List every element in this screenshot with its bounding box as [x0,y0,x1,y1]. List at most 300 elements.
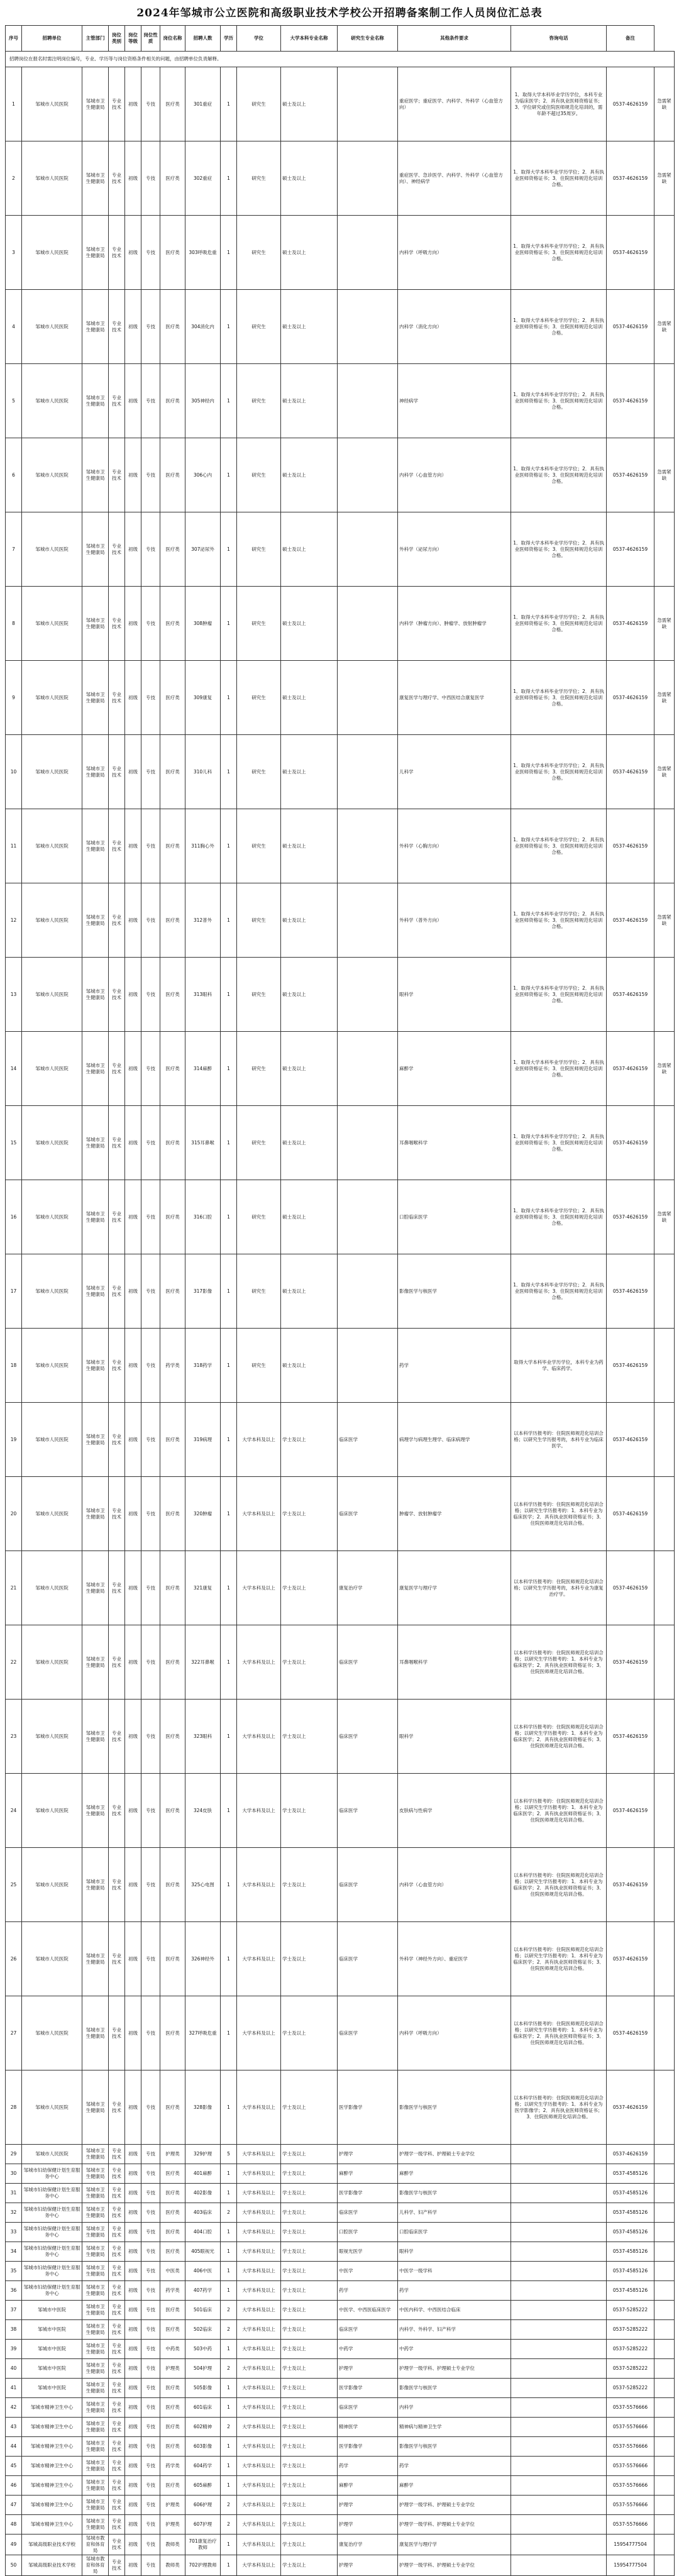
cell-education: 研究生 [237,587,281,661]
cell-degree: 硕士及以上 [281,512,338,587]
cell-education: 大学本科及以上 [237,1551,281,1625]
cell-unit: 邹城市人民医院 [22,1848,82,1922]
cell-remarks [654,1551,675,1625]
cell-phone: 15954777504 [607,2555,654,2576]
cell-level: 初级 [125,438,141,512]
cell-count: 1 [221,2457,237,2476]
cell-dept: 邹城市卫生健康局 [82,2301,109,2320]
cell-category: 专业技术 [109,1477,125,1551]
cell-nature: 专技 [141,2184,160,2203]
table-body [6,52,675,2576]
cell-position: 315耳鼻喉 [185,1106,221,1180]
cell-unit: 邹城市人民医院 [22,438,82,512]
cell-phone: 0537-4626159 [607,2070,654,2145]
cell-remarks [654,2496,675,2515]
cell-count: 1 [221,1848,237,1922]
cell-requirements: 以本科学历报考的：住院医师规范化培训合格；以研究生学历报考的：1．本科专业为临床医学；2．具有执业医师资格证书；3．住院医师规范化培训合格。 [511,1774,607,1848]
cell-undergrad-major: 康复治疗学 [338,2535,398,2555]
cell-category: 专业技术 [109,2496,125,2515]
cell-degree: 学士及以上 [281,1996,338,2070]
cell-dept: 邹城市卫生健康局 [82,1254,109,1329]
cell-category: 专业技术 [109,1996,125,2070]
cell-phone: 0537-4626159 [607,883,654,958]
cell-unit: 邹城市中医院 [22,2379,82,2398]
cell-requirements: 取得大学本科毕业学历学位，本科专业为药学、临床药学。 [511,1329,607,1403]
cell-education: 大学本科及以上 [237,2515,281,2535]
cell-phone: 0537-4626159 [607,512,654,587]
header-type: 岗位名称 [160,26,185,52]
cell-level: 初级 [125,2398,141,2418]
cell-unit: 邹城市人民医院 [22,1551,82,1625]
cell-degree: 学士及以上 [281,2184,338,2203]
cell-nature: 专技 [141,1403,160,1477]
cell-phone: 0537-5576666 [607,2457,654,2476]
cell-level: 初级 [125,290,141,364]
cell-remarks: 急需紧缺 [654,1180,675,1254]
cell-grad-major: 病理学与病理生理学、临床病理学 [398,1403,511,1477]
cell-position: 504护理 [185,2359,221,2379]
cell-nature: 专技 [141,2437,160,2457]
cell-degree: 学士及以上 [281,1551,338,1625]
cell-phone: 0537-4585126 [607,2203,654,2223]
cell-type: 医疗类 [160,1996,185,2070]
cell-degree: 学士及以上 [281,1403,338,1477]
cell-unit: 邹城市人民医院 [22,216,82,290]
cell-requirements [511,2535,607,2555]
table-row [6,2262,675,2281]
cell-dept: 邹城市卫生健康局 [82,67,109,141]
cell-undergrad-major [338,67,398,141]
cell-type: 医疗类 [160,438,185,512]
header-position: 招聘人数 [185,26,221,52]
cell-position: 326神经外 [185,1922,221,1996]
notice-text: 招聘岗位在报名时需注明岗位编号，专业、学历等与岗位资格条件相关的问题，由招聘单位负责解释。 [6,52,675,67]
cell-education: 大学本科及以上 [237,1625,281,1700]
cell-position: 604药学 [185,2457,221,2476]
cell-category: 专业技术 [109,1254,125,1329]
cell-count: 1 [221,587,237,661]
cell-requirements [511,2242,607,2262]
cell-phone: 0537-4626159 [607,2145,654,2164]
cell-undergrad-major: 临床医学 [338,1625,398,1700]
cell-grad-major: 中医内科学、中西医结合临床 [398,2301,511,2320]
cell-category: 专业技术 [109,216,125,290]
cell-level: 初级 [125,141,141,216]
cell-category: 专业技术 [109,1403,125,1477]
cell-count: 1 [221,735,237,809]
cell-nature: 专技 [141,1551,160,1625]
cell-unit: 邹城市中医院 [22,2340,82,2359]
cell-dept: 邹城市卫生健康局 [82,2164,109,2184]
cell-phone: 0537-4626159 [607,1403,654,1477]
cell-requirements [511,2398,607,2418]
cell-unit: 邹城市中医院 [22,2359,82,2379]
cell-undergrad-major: 医学影像学 [338,2184,398,2203]
cell-type: 医疗类 [160,512,185,587]
cell-undergrad-major: 中药学 [338,2340,398,2359]
cell-position: 312普外 [185,883,221,958]
cell-level: 初级 [125,883,141,958]
cell-undergrad-major [338,587,398,661]
cell-grad-major: 儿科学 [398,735,511,809]
cell-requirements: 1．取得大学本科毕业学历学位；2．具有执业医师资格证书；3．住院医师规范化培训合格。 [511,141,607,216]
cell-remarks: 急需紧缺 [654,141,675,216]
positions-table [5,25,675,2576]
cell-type: 中医类 [160,2262,185,2281]
cell-dept: 邹城市卫生健康局 [82,2223,109,2242]
cell-dept: 邹城市卫生健康局 [82,2262,109,2281]
cell-level: 初级 [125,2262,141,2281]
cell-education: 大学本科及以上 [237,1996,281,2070]
cell-type: 医疗类 [160,2437,185,2457]
header-seq: 序号 [6,26,22,52]
cell-undergrad-major: 康复治疗学 [338,1551,398,1625]
cell-category: 专业技术 [109,2379,125,2398]
table-row [6,141,675,216]
cell-seq: 13 [6,958,22,1032]
header-phone: 备注 [607,26,654,52]
cell-undergrad-major: 临床医学 [338,1996,398,2070]
cell-requirements [511,2437,607,2457]
cell-phone: 0537-4626159 [607,1032,654,1106]
cell-degree: 硕士及以上 [281,661,338,735]
cell-count: 1 [221,1774,237,1848]
cell-dept: 邹城市卫生健康局 [82,2184,109,2203]
cell-education: 研究生 [237,290,281,364]
table-row [6,216,675,290]
cell-phone: 0537-5576666 [607,2437,654,2457]
cell-phone: 0537-4626159 [607,1551,654,1625]
cell-education: 大学本科及以上 [237,1848,281,1922]
cell-degree: 学士及以上 [281,2281,338,2301]
cell-position: 605麻醉 [185,2476,221,2496]
cell-undergrad-major: 临床医学 [338,2398,398,2418]
cell-phone: 0537-4626159 [607,67,654,141]
cell-education: 大学本科及以上 [237,2476,281,2496]
cell-grad-major: 外科学（心胸方向） [398,809,511,883]
cell-grad-major: 眼科学 [398,2242,511,2262]
cell-requirements: 以本科学历报考的：住院医师规范化培训合格；以研究生学历报考的：1．本科专业为临床医学；2．具有执业医师资格证书；3．住院医师规范化培训合格。 [511,1477,607,1551]
cell-dept: 邹城市卫生健康局 [82,2145,109,2164]
cell-requirements: 1．取得大学本科毕业学历学位；2．具有执业医师资格证书；3．住院医师规范化培训合格。 [511,958,607,1032]
cell-category: 专业技术 [109,512,125,587]
cell-position: 502临床 [185,2320,221,2340]
cell-dept: 邹城市卫生健康局 [82,1922,109,1996]
cell-phone: 0537-4626159 [607,290,654,364]
cell-undergrad-major [338,1106,398,1180]
cell-count: 1 [221,2398,237,2418]
cell-remarks: 急需紧缺 [654,438,675,512]
cell-grad-major: 中医学一级学科 [398,2262,511,2281]
cell-category: 专业技术 [109,1774,125,1848]
cell-remarks: 急需紧缺 [654,735,675,809]
cell-dept: 邹城市卫生健康局 [82,809,109,883]
cell-grad-major: 内科学 [398,2398,511,2418]
cell-dept: 邹城市卫生健康局 [82,438,109,512]
cell-category: 专业技术 [109,1625,125,1700]
cell-type: 医疗类 [160,1551,185,1625]
cell-seq: 28 [6,2070,22,2145]
cell-seq: 45 [6,2457,22,2476]
cell-remarks: 急需紧缺 [654,661,675,735]
cell-remarks [654,809,675,883]
cell-undergrad-major: 临床医学 [338,2320,398,2340]
cell-phone: 0537-4626159 [607,1254,654,1329]
cell-dept: 邹城市卫生健康局 [82,364,109,438]
cell-type: 医疗类 [160,958,185,1032]
cell-unit: 邹城市人民医院 [22,1106,82,1180]
cell-dept: 邹城市卫生健康局 [82,2359,109,2379]
cell-type: 医疗类 [160,67,185,141]
cell-grad-major: 影像医学与核医学 [398,2184,511,2203]
cell-type: 医疗类 [160,2164,185,2184]
cell-unit: 邹城市中医院 [22,2320,82,2340]
cell-seq: 37 [6,2301,22,2320]
cell-degree: 学士及以上 [281,2496,338,2515]
cell-seq: 17 [6,1254,22,1329]
cell-category: 专业技术 [109,2164,125,2184]
cell-nature: 专技 [141,1106,160,1180]
cell-category: 专业技术 [109,1329,125,1403]
cell-phone: 0537-4585126 [607,2281,654,2301]
cell-dept: 邹城市卫生健康局 [82,661,109,735]
cell-unit: 邹城市人民医院 [22,364,82,438]
cell-seq: 50 [6,2555,22,2576]
cell-education: 大学本科及以上 [237,2242,281,2262]
table-row [6,2340,675,2359]
cell-position: 324皮肤 [185,1774,221,1848]
cell-undergrad-major: 医学影像学 [338,2437,398,2457]
cell-count: 1 [221,1403,237,1477]
cell-degree: 学士及以上 [281,2535,338,2555]
cell-education: 研究生 [237,1180,281,1254]
cell-remarks [654,512,675,587]
cell-phone: 0537-4585126 [607,2223,654,2242]
cell-seq: 18 [6,1329,22,1403]
cell-undergrad-major: 临床医学 [338,1403,398,1477]
cell-grad-major: 重症医学；重症医学、内科学、外科学（心血管方向） [398,67,511,141]
cell-category: 专业技术 [109,1106,125,1180]
cell-degree: 学士及以上 [281,2515,338,2535]
cell-dept: 邹城市卫生健康局 [82,2379,109,2398]
cell-requirements: 以本科学历报考的：住院医师规范化培训合格；以研究生学历报考的：1．本科专业为临床医学；2．具有执业医师资格证书；3．住院医师规范化培训合格。 [511,1625,607,1700]
cell-grad-major: 耳鼻咽喉科学 [398,1106,511,1180]
cell-requirements [511,2379,607,2398]
cell-category: 专业技术 [109,2301,125,2320]
cell-category: 专业技术 [109,2457,125,2476]
cell-count: 1 [221,1551,237,1625]
cell-position: 602精神 [185,2418,221,2437]
cell-type: 医疗类 [160,2070,185,2145]
table-row [6,1403,675,1477]
cell-phone: 0537-5285222 [607,2359,654,2379]
cell-remarks [654,2320,675,2340]
cell-degree: 学士及以上 [281,2203,338,2223]
cell-degree: 学士及以上 [281,2418,338,2437]
cell-unit: 邹城市人民医院 [22,1774,82,1848]
cell-education: 大学本科及以上 [237,1477,281,1551]
cell-position: 302重症 [185,141,221,216]
table-row [6,2418,675,2437]
cell-unit: 邹城市人民医院 [22,141,82,216]
cell-remarks [654,1922,675,1996]
cell-degree: 学士及以上 [281,1922,338,1996]
cell-unit: 邹城市人民医院 [22,2145,82,2164]
cell-dept: 邹城市卫生健康局 [82,2242,109,2262]
cell-phone: 0537-4626159 [607,1700,654,1774]
table-row [6,1477,675,1551]
cell-undergrad-major: 临床医学 [338,1922,398,1996]
cell-unit: 邹城市人民医院 [22,661,82,735]
cell-seq: 41 [6,2379,22,2398]
cell-nature: 专技 [141,216,160,290]
cell-unit: 邹城市妇幼保健计划生育服务中心 [22,2281,82,2301]
cell-count: 1 [221,2379,237,2398]
cell-type: 医疗类 [160,1106,185,1180]
cell-level: 初级 [125,67,141,141]
cell-level: 初级 [125,1551,141,1625]
cell-position: 401麻醉 [185,2164,221,2184]
cell-level: 初级 [125,1996,141,2070]
cell-dept: 邹城市卫生健康局 [82,1329,109,1403]
cell-remarks [654,1106,675,1180]
header-dept: 主管部门 [82,26,109,52]
cell-phone: 0537-4585126 [607,2242,654,2262]
cell-undergrad-major: 眼视光医学 [338,2242,398,2262]
cell-requirements [511,2359,607,2379]
cell-undergrad-major [338,883,398,958]
cell-degree: 硕士及以上 [281,1032,338,1106]
cell-phone: 0537-4626159 [607,1996,654,2070]
cell-education: 研究生 [237,958,281,1032]
cell-dept: 邹城市卫生健康局 [82,2070,109,2145]
cell-position: 407药学 [185,2281,221,2301]
cell-type: 护理类 [160,2145,185,2164]
cell-position: 316口腔 [185,1180,221,1254]
cell-position: 314麻醉 [185,1032,221,1106]
cell-unit: 邹城市妇幼保健计划生育服务中心 [22,2242,82,2262]
cell-dept: 邹城市卫生健康局 [82,2496,109,2515]
cell-remarks [654,1700,675,1774]
cell-position: 310儿科 [185,735,221,809]
cell-education: 大学本科及以上 [237,2184,281,2203]
cell-degree: 学士及以上 [281,2359,338,2379]
cell-position: 323眼科 [185,1700,221,1774]
cell-count: 2 [221,2515,237,2535]
cell-education: 研究生 [237,141,281,216]
cell-nature: 专技 [141,2242,160,2262]
cell-dept: 邹城市卫生健康局 [82,1403,109,1477]
cell-category: 专业技术 [109,2223,125,2242]
cell-category: 专业技术 [109,2262,125,2281]
cell-dept: 邹城市卫生健康局 [82,290,109,364]
cell-count: 1 [221,1106,237,1180]
cell-position: 307泌尿外 [185,512,221,587]
cell-level: 初级 [125,364,141,438]
cell-undergrad-major: 药学 [338,2281,398,2301]
cell-count: 1 [221,1700,237,1774]
cell-nature: 专技 [141,2418,160,2437]
cell-seq: 8 [6,587,22,661]
cell-grad-major: 内科学（呼吸方向） [398,216,511,290]
cell-category: 专业技术 [109,364,125,438]
table-row [6,2184,675,2203]
cell-type: 医疗类 [160,1032,185,1106]
cell-degree: 硕士及以上 [281,67,338,141]
table-row [6,2437,675,2457]
cell-phone: 0537-4626159 [607,438,654,512]
cell-seq: 24 [6,1774,22,1848]
table-row [6,1700,675,1774]
cell-degree: 学士及以上 [281,1477,338,1551]
cell-position: 319病理 [185,1403,221,1477]
cell-remarks [654,958,675,1032]
cell-unit: 邹城市人民医院 [22,883,82,958]
cell-nature: 专技 [141,67,160,141]
cell-grad-major: 麻醉学 [398,2476,511,2496]
cell-remarks [654,2379,675,2398]
cell-remarks [654,2203,675,2223]
cell-requirements [511,2457,607,2476]
cell-requirements: 1．取得大学本科毕业学历学位；2．具有执业医师资格证书；3．住院医师规范化培训合格。 [511,364,607,438]
cell-undergrad-major: 临床医学 [338,1700,398,1774]
cell-nature: 专技 [141,438,160,512]
cell-dept: 邹城市卫生健康局 [82,2457,109,2476]
cell-type: 医疗类 [160,2203,185,2223]
table-row [6,2515,675,2535]
cell-nature: 专技 [141,587,160,661]
cell-remarks [654,1254,675,1329]
cell-grad-major: 中药学 [398,2340,511,2359]
cell-count: 1 [221,958,237,1032]
cell-category: 专业技术 [109,67,125,141]
cell-seq: 40 [6,2359,22,2379]
cell-level: 初级 [125,2164,141,2184]
cell-degree: 硕士及以上 [281,1254,338,1329]
cell-level: 初级 [125,2418,141,2437]
cell-nature: 专技 [141,883,160,958]
cell-type: 医疗类 [160,2320,185,2340]
cell-degree: 硕士及以上 [281,290,338,364]
cell-level: 初级 [125,2535,141,2555]
cell-degree: 硕士及以上 [281,809,338,883]
cell-category: 专业技术 [109,2184,125,2203]
cell-requirements [511,2515,607,2535]
cell-seq: 49 [6,2535,22,2555]
cell-grad-major: 内科学（心血管方向） [398,1848,511,1922]
cell-degree: 硕士及以上 [281,216,338,290]
cell-degree: 学士及以上 [281,2262,338,2281]
cell-grad-major: 康复医学与理疗学、中西医结合康复医学 [398,661,511,735]
cell-count: 2 [221,2320,237,2340]
cell-count: 1 [221,438,237,512]
cell-count: 1 [221,1254,237,1329]
cell-type: 医疗类 [160,661,185,735]
table-row [6,438,675,512]
cell-nature: 专技 [141,2281,160,2301]
cell-level: 初级 [125,2070,141,2145]
cell-seq: 33 [6,2223,22,2242]
cell-unit: 邹城市精神卫生中心 [22,2437,82,2457]
cell-degree: 学士及以上 [281,2242,338,2262]
cell-category: 专业技术 [109,2398,125,2418]
cell-phone: 0537-4626159 [607,958,654,1032]
cell-requirements [511,2320,607,2340]
cell-requirements [511,2164,607,2184]
cell-count: 1 [221,1922,237,1996]
cell-requirements: 1．取得大学本科毕业学历学位；2．具有执业医师资格证书；3．住院医师规范化培训合格。 [511,512,607,587]
cell-requirements [511,2496,607,2515]
